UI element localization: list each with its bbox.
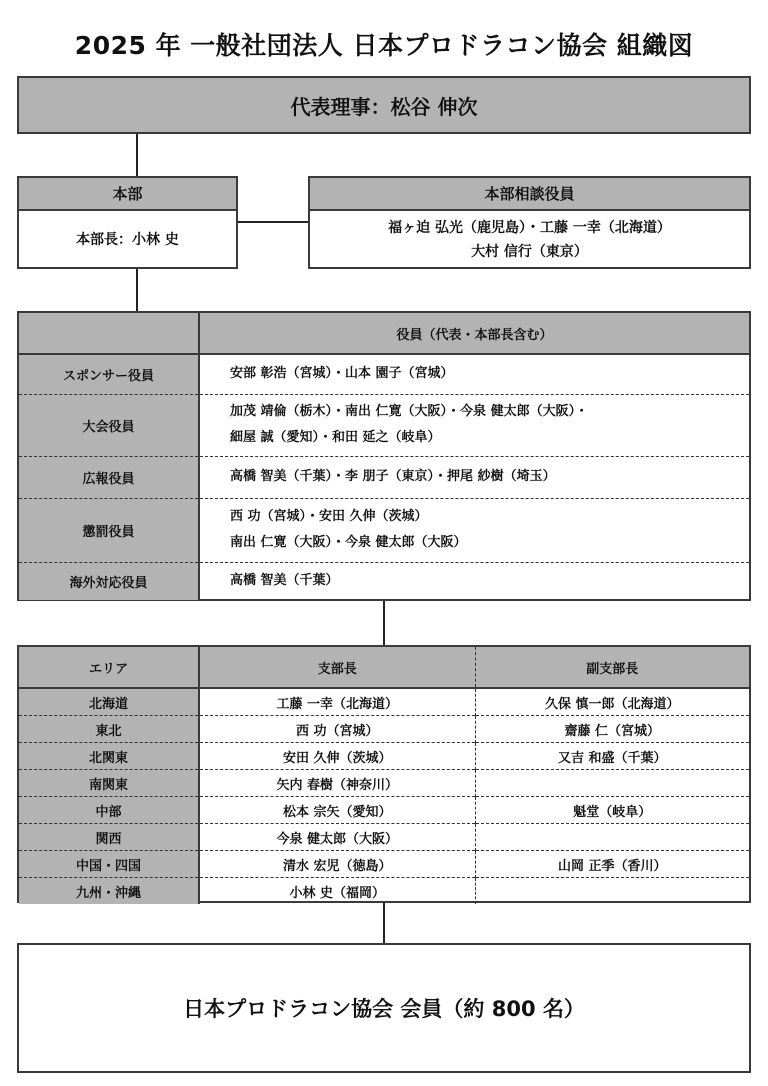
officer-names <box>199 498 749 562</box>
officer-names-line: 高橋 智美（千葉）・李 朋子（東京）・押尾 紗樹（埼玉） <box>230 469 556 484</box>
headquarters-chief-label: 本部長：小林 史 <box>76 232 179 248</box>
area-row <box>19 716 749 743</box>
officer-row <box>19 456 749 498</box>
area-chief: 小林 史（福岡） <box>199 878 475 905</box>
area-chief: 清水 宏児（徳島） <box>199 851 475 878</box>
officer-category: 大会役員 <box>19 394 199 456</box>
officer-category: 懲罰役員 <box>19 498 199 562</box>
connector-line <box>136 269 138 311</box>
officers-table <box>17 311 751 601</box>
area-vice: 齋藤 仁（宮城） <box>475 716 749 743</box>
officer-row <box>19 394 749 456</box>
area-chief: 安田 久伸（茨城） <box>199 743 475 770</box>
area-chief: 今泉 健太郎（大阪） <box>199 824 475 851</box>
members-box <box>17 943 751 1073</box>
officer-names-line: 西 功（宮城）・安田 久伸（茨城） <box>230 509 428 524</box>
area-name: 関西 <box>19 824 199 851</box>
page-title: 2025 年 一般社団法人 日本プロドラコン協会 組織図 <box>74 31 694 60</box>
advisors-header: 本部相談役員 <box>310 178 749 211</box>
officer-names-line: 高橋 智美（千葉） <box>230 573 339 589</box>
area-row <box>19 688 749 716</box>
officer-names <box>199 354 749 394</box>
advisors-line: 福ヶ迫 弘光（鹿児島）・工藤 一幸（北海道） <box>388 220 671 236</box>
area-chief: 西 功（宮城） <box>199 716 475 743</box>
officer-category: スポンサー役員 <box>19 354 199 394</box>
officer-row <box>19 498 749 562</box>
connector-line <box>238 221 308 223</box>
area-vice <box>475 878 749 905</box>
advisors-list <box>310 211 749 269</box>
headquarters-header: 本部 <box>19 178 236 211</box>
officer-names-line: 細屋 誠（愛知）・和田 延之（岐阜） <box>230 430 441 445</box>
areas-header-chief: 支部長 <box>199 647 475 688</box>
area-name: 九州・沖縄 <box>19 878 199 905</box>
area-vice: 又吉 和盛（千葉） <box>475 743 749 770</box>
officers-header-names: 役員（代表・本部長含む） <box>199 313 749 354</box>
area-vice: 久保 慎一郎（北海道） <box>544 696 680 712</box>
area-name: 中国・四国 <box>19 851 199 878</box>
area-row <box>19 878 749 905</box>
area-vice: 山岡 正季（香川） <box>475 851 749 878</box>
officer-names <box>199 394 749 456</box>
officer-category: 海外対応役員 <box>19 562 199 600</box>
advisors-box <box>308 176 751 269</box>
connector-line <box>383 903 385 943</box>
officer-row <box>19 562 749 600</box>
area-vice: 魁堂（岐阜） <box>475 797 749 824</box>
headquarters-box <box>17 176 238 269</box>
area-vice <box>475 770 749 797</box>
officer-names <box>199 562 749 600</box>
areas-header-area: エリア <box>19 647 199 688</box>
advisors-line: 大村 信行（東京） <box>471 244 588 260</box>
members-label: 日本プロドラコン協会 会員（約 800 名） <box>183 997 585 1021</box>
officer-names-line: 加茂 靖倫（栃木）・南出 仁寛（大阪）・今泉 健太郎（大阪）・ <box>230 404 589 419</box>
area-name: 南関東 <box>19 770 199 797</box>
officer-row <box>19 354 749 394</box>
area-row <box>19 797 749 824</box>
area-chief: 工藤 一幸（北海道） <box>199 688 475 716</box>
areas-table <box>17 645 751 903</box>
area-name: 中部 <box>19 797 199 824</box>
area-name: 東北 <box>19 716 199 743</box>
officer-names <box>199 456 749 498</box>
area-name: 北関東 <box>19 743 199 770</box>
officers-header-category <box>19 313 199 354</box>
area-vice <box>475 824 749 851</box>
headquarters-chief <box>19 211 236 269</box>
representative-box <box>17 76 751 134</box>
area-row <box>19 851 749 878</box>
connector-line <box>136 134 138 176</box>
area-chief: 矢内 春樹（神奈川） <box>199 770 475 797</box>
area-chief: 松本 宗矢（愛知） <box>199 797 475 824</box>
connector-line <box>383 601 385 645</box>
area-name: 北海道 <box>19 688 199 716</box>
area-row <box>19 824 749 851</box>
officer-names-line: 南出 仁寛（大阪）・今泉 健太郎（大阪） <box>230 535 467 550</box>
area-row <box>19 770 749 797</box>
officer-category: 広報役員 <box>19 456 199 498</box>
representative-label: 代表理事：松谷 伸次 <box>290 94 478 119</box>
areas-header-vice: 副支部長 <box>475 647 749 688</box>
officer-names-line: 安部 彰浩（宮城）・山本 園子（宮城） <box>230 366 454 382</box>
area-row <box>19 743 749 770</box>
